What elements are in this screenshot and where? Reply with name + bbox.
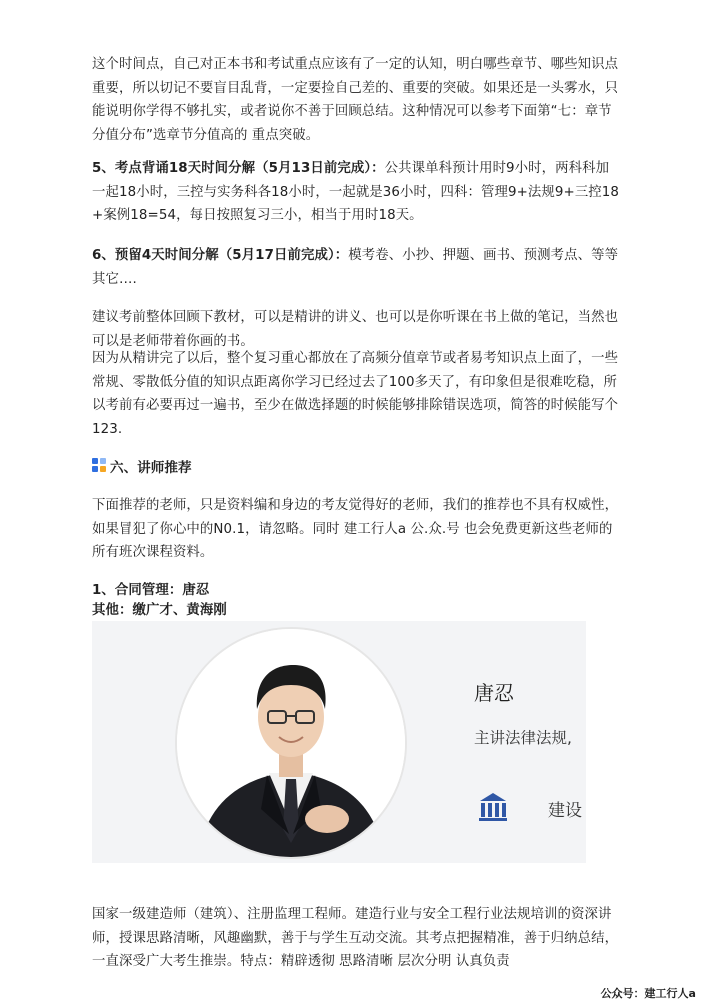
item-6-body: 模考卷、小抄、押题、画书、预测考点、等等其它…. xyxy=(92,248,619,287)
section-6-heading-text: 六、讲师推荐 xyxy=(110,460,192,476)
card-org-label: 建设 xyxy=(548,801,582,821)
advice-paragraph-2: 因为从精讲完了以后，整个复习重心都放在了高频分值章节或者易考知识点上面了，一些常规、零散低分值的知识点距离你学习已经过去了100多天了，有印象但是很难吃稳，所以考前有必要再过一遍书，至少在做选择题的时候能够排除错误选项，简答的时候能写个123. xyxy=(92,351,619,437)
teacher-line-2: 其他：缴广才、黄海刚 xyxy=(92,603,227,618)
card-teacher-subtitle: 主讲法律法规, xyxy=(474,729,572,747)
recommend-paragraph: 下面推荐的老师，只是资料编和身边的考友觉得好的老师，我们的推荐也不具有权威性，如果冒犯了你心中的N0.1，请忽略。同时 建工行人a 公.众.号 也会免费更新这些老师的所有班次课程资料。 xyxy=(92,498,619,560)
item-6-paragraph xyxy=(92,244,622,291)
item-5-title: 5、考点背诵18天时间分解（5月13日前完成）： xyxy=(92,161,385,176)
teacher-line-1: 1、合同管理：唐忍 xyxy=(92,583,210,598)
section-6-heading xyxy=(92,456,192,476)
item-5-body: 公共课单科预计用时9小时，两科科加一起18小时，三控与实务科各18小时，一起就是36小时，四科：管理9+法规9+三控18+案例18=54，每日按照复习三小，相当于用时18天。 xyxy=(92,161,620,223)
building-icon xyxy=(476,791,510,823)
footer-account-label: 公众号：建工行人a xyxy=(600,987,696,1000)
teacher-card-image xyxy=(92,621,586,863)
card-teacher-name: 唐忍 xyxy=(474,681,514,705)
teacher-portrait-illustration xyxy=(177,629,405,857)
teacher-avatar xyxy=(175,627,407,859)
advice-paragraph-1: 建议考前整体回顾下教材，可以是精讲的讲义、也可以是你听课在书上做的笔记，当然也可以是老师带着你画的书。 xyxy=(92,310,619,349)
four-squares-icon xyxy=(92,458,108,474)
item-6-title: 6、预留4天时间分解（5月17日前完成）： xyxy=(92,248,349,263)
teacher-bio-paragraph: 国家一级建造师（建筑）、注册监理工程师。建造行业与安全工程行业法规培训的资深讲师，授课思路清晰，风趣幽默，善于与学生互动交流。其考点把握精准，善于归纳总结，一直深受广大考生推崇。特点：精辟透彻 思路清晰 层次分明 认真负责 xyxy=(92,907,619,969)
intro-paragraph: 这个时间点，自己对正本书和考试重点应该有了一定的认知，明白哪些章节、哪些知识点重要，所以切记不要盲目乱背，一定要捡自己差的、重要的突破。如果还是一头雾水，只能说明你学得不够扎实，或者说你不善于回顾总结。这种情况可以参考下面第“七：章节分值分布”选章节分值高的 重点突破。 xyxy=(92,57,619,143)
item-5-paragraph xyxy=(92,157,622,228)
